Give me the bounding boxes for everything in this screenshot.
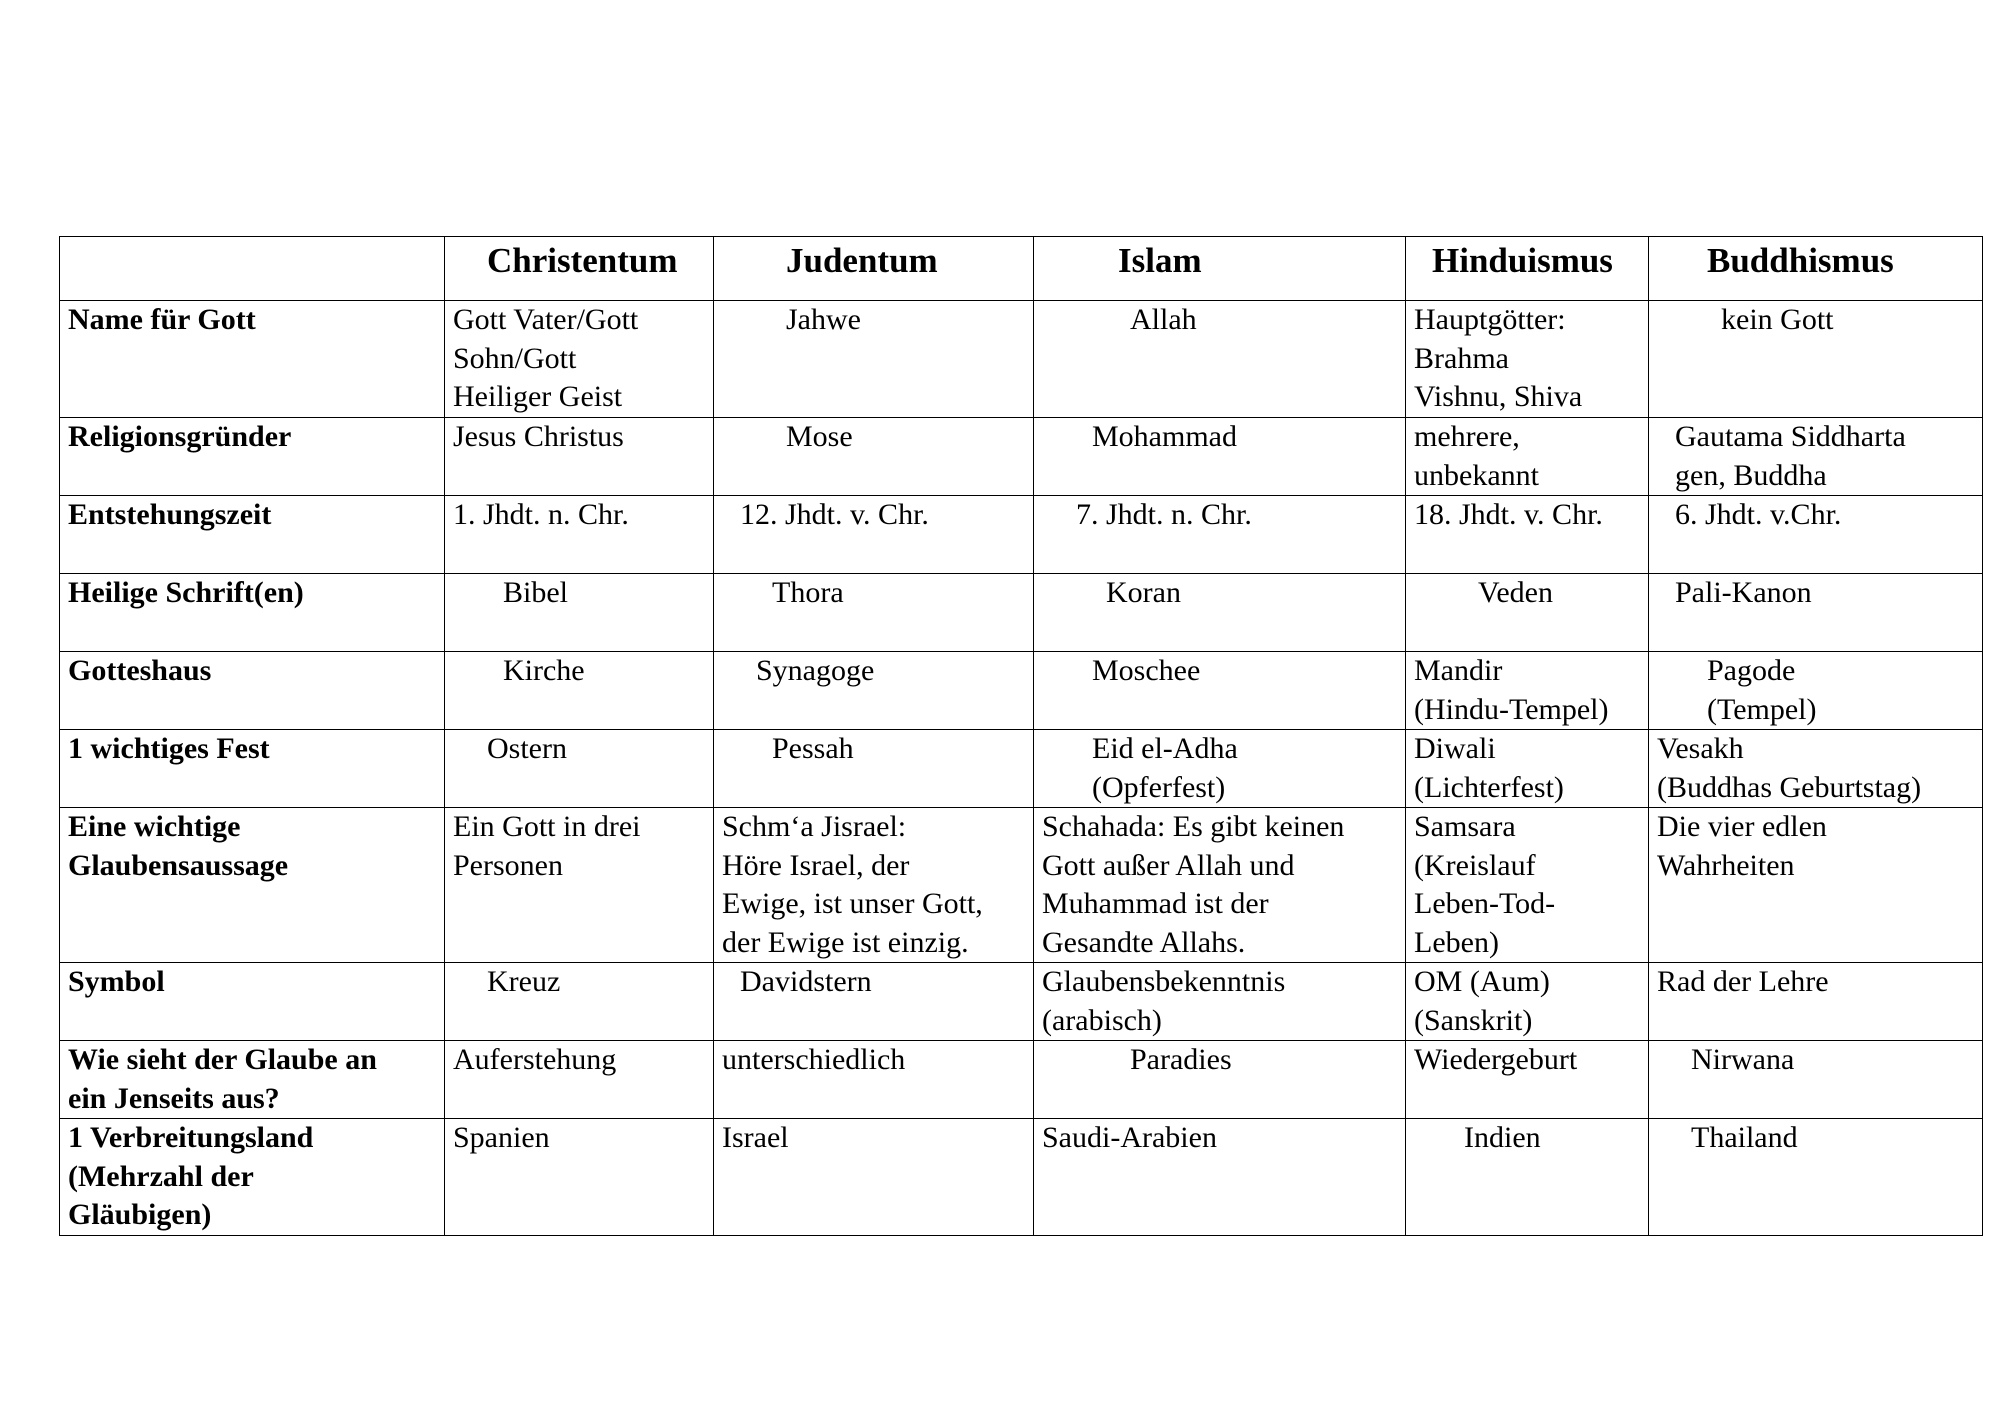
table-cell: Pali-Kanon: [1649, 574, 1983, 652]
column-header-buddhismus: Buddhismus: [1649, 237, 1983, 301]
row-label: Name für Gott: [60, 301, 445, 418]
table-row: [60, 1119, 1983, 1236]
table-cell: OM (Aum) (Sanskrit): [1406, 963, 1649, 1041]
table-cell: Diwali (Lichterfest): [1406, 730, 1649, 808]
row-label: Gotteshaus: [60, 652, 445, 730]
table-cell: Bibel: [445, 574, 714, 652]
table-row: [60, 730, 1983, 808]
table-row: [60, 963, 1983, 1041]
table-cell: Indien: [1406, 1119, 1649, 1236]
row-label: Symbol: [60, 963, 445, 1041]
table-cell: Gott Vater/Gott Sohn/Gott Heiliger Geist: [445, 301, 714, 418]
table-cell: Vesakh (Buddhas Geburtstag): [1649, 730, 1983, 808]
table-cell: Synagoge: [714, 652, 1034, 730]
table-cell: Wiedergeburt: [1406, 1041, 1649, 1119]
table-row: [60, 1041, 1983, 1119]
religions-comparison-table: [59, 236, 1983, 1236]
table-cell: Auferstehung: [445, 1041, 714, 1119]
table-cell: Mandir (Hindu-Tempel): [1406, 652, 1649, 730]
row-label: 1 Verbreitungsland (Mehrzahl der Gläubigen): [60, 1119, 445, 1236]
table-cell: Rad der Lehre: [1649, 963, 1983, 1041]
table-cell: Glaubensbekenntnis (arabisch): [1034, 963, 1406, 1041]
table-row: [60, 808, 1983, 963]
column-header-islam: Islam: [1034, 237, 1406, 301]
table-cell: 18. Jhdt. v. Chr.: [1406, 496, 1649, 574]
table-cell: Paradies: [1034, 1041, 1406, 1119]
table-cell: Schahada: Es gibt keinen Gott außer Allah und Muhammad ist der Gesandte Allahs.: [1034, 808, 1406, 963]
table-cell: Schm‘a Jisrael: Höre Israel, der Ewige, ist unser Gott, der Ewige ist einzig.: [714, 808, 1034, 963]
table-cell: Ein Gott in drei Personen: [445, 808, 714, 963]
table-cell: Spanien: [445, 1119, 714, 1236]
table-row: [60, 496, 1983, 574]
table-cell: unterschiedlich: [714, 1041, 1034, 1119]
table-cell: Gautama Siddharta gen, Buddha: [1649, 418, 1983, 496]
column-header-christentum: Christentum: [445, 237, 714, 301]
table-cell: 12. Jhdt. v. Chr.: [714, 496, 1034, 574]
table-cell: Samsara (Kreislauf Leben-Tod- Leben): [1406, 808, 1649, 963]
table-cell: Kirche: [445, 652, 714, 730]
table-cell: Israel: [714, 1119, 1034, 1236]
corner-cell: [60, 237, 445, 301]
table-cell: Die vier edlen Wahrheiten: [1649, 808, 1983, 963]
table-row: [60, 418, 1983, 496]
row-label: Religionsgründer: [60, 418, 445, 496]
row-label: 1 wichtiges Fest: [60, 730, 445, 808]
table-cell: Hauptgötter: Brahma Vishnu, Shiva: [1406, 301, 1649, 418]
table-header-row: [60, 237, 1983, 301]
table-cell: Kreuz: [445, 963, 714, 1041]
table-cell: Thailand: [1649, 1119, 1983, 1236]
column-header-hinduismus: Hinduismus: [1406, 237, 1649, 301]
table-cell: Jahwe: [714, 301, 1034, 418]
table-cell: Moschee: [1034, 652, 1406, 730]
row-label: Heilige Schrift(en): [60, 574, 445, 652]
table-cell: 1. Jhdt. n. Chr.: [445, 496, 714, 574]
column-header-judentum: Judentum: [714, 237, 1034, 301]
table-cell: Koran: [1034, 574, 1406, 652]
table-cell: kein Gott: [1649, 301, 1983, 418]
table-cell: Pessah: [714, 730, 1034, 808]
table-cell: Saudi-Arabien: [1034, 1119, 1406, 1236]
row-label: Entstehungszeit: [60, 496, 445, 574]
table-cell: 6. Jhdt. v.Chr.: [1649, 496, 1983, 574]
table-cell: Mose: [714, 418, 1034, 496]
table-cell: Davidstern: [714, 963, 1034, 1041]
table-cell: mehrere, unbekannt: [1406, 418, 1649, 496]
table-row: [60, 652, 1983, 730]
table-cell: Mohammad: [1034, 418, 1406, 496]
table-cell: Eid el-Adha (Opferfest): [1034, 730, 1406, 808]
table-cell: Jesus Christus: [445, 418, 714, 496]
table-cell: 7. Jhdt. n. Chr.: [1034, 496, 1406, 574]
table-cell: Allah: [1034, 301, 1406, 418]
row-label: Eine wichtige Glaubensaussage: [60, 808, 445, 963]
table-row: [60, 301, 1983, 418]
row-label: Wie sieht der Glaube an ein Jenseits aus?: [60, 1041, 445, 1119]
table-cell: Veden: [1406, 574, 1649, 652]
table-cell: Thora: [714, 574, 1034, 652]
table-row: [60, 574, 1983, 652]
table-cell: Nirwana: [1649, 1041, 1983, 1119]
table-cell: Ostern: [445, 730, 714, 808]
table-cell: Pagode (Tempel): [1649, 652, 1983, 730]
